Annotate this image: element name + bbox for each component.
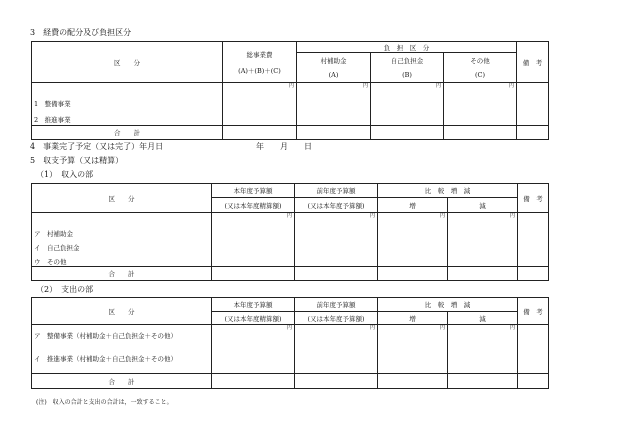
- subsidy-label: 村補助金: [320, 57, 347, 65]
- item-suishin: イ 推進事業（村補助金＋自己負担金＋その他）: [34, 355, 177, 363]
- current-settled-header: (又は本年度精算額): [212, 198, 295, 213]
- footnote: (注) 収入の合計と支出の合計は，一致すること。: [36, 399, 173, 406]
- expense-heading: （2） 支出の部: [36, 285, 94, 294]
- yen-unit: 円: [295, 325, 378, 374]
- items-cell: [32, 83, 223, 126]
- prev-budget-header: 前年度予算額: [295, 298, 378, 312]
- total-cell: [295, 374, 378, 389]
- cost-allocation-table: [31, 41, 549, 140]
- prev-alt-header: (又は本年度予算額): [295, 198, 378, 213]
- yen-unit: 円: [295, 213, 378, 267]
- total-cell: [518, 374, 549, 389]
- item-suishin: 2 推進事業: [34, 116, 71, 124]
- subsidy-code: (A): [328, 71, 339, 79]
- total-cell: [212, 374, 295, 389]
- current-budget-header: 本年度予算額: [212, 298, 295, 312]
- total-cell: [448, 267, 518, 281]
- biko-header: 備 考: [517, 42, 549, 83]
- total-cell: [517, 126, 549, 140]
- total-cell: [371, 126, 444, 140]
- item-self-pay: イ 自己負担金: [34, 244, 80, 252]
- self-pay-label: 自己負担金: [390, 57, 424, 65]
- yen-unit: 円: [371, 83, 444, 126]
- expense-table: [31, 297, 549, 389]
- self-pay-code: (B): [402, 71, 412, 79]
- total-cell: [448, 374, 518, 389]
- total-cell: [444, 126, 517, 140]
- biko-cell: [518, 213, 549, 267]
- yen-unit: 円: [212, 325, 295, 374]
- section-3-heading: 3 経費の配分及び負担区分: [30, 28, 132, 37]
- total-label: 合 計: [32, 374, 212, 389]
- yen-unit: 円: [223, 83, 297, 126]
- total-cell: [378, 374, 448, 389]
- subsidy-header: [297, 53, 371, 83]
- total-cell: [518, 267, 549, 281]
- yen-unit: 円: [448, 325, 518, 374]
- income-table: [31, 183, 549, 281]
- items-cell: [32, 213, 212, 267]
- prev-alt-header: (又は本年度予算額): [295, 312, 378, 325]
- section-5-heading: 5 収支予算（又は精算）: [30, 156, 124, 165]
- item-seibi: 1 整備事業: [34, 100, 71, 108]
- yen-unit: 円: [448, 213, 518, 267]
- kubun-header: 区 分: [32, 42, 223, 83]
- total-label: 合 計: [32, 126, 223, 140]
- section-4-heading: 4 事業完了予定（又は完了）年月日: [30, 142, 164, 151]
- income-heading: （1） 収入の部: [36, 170, 94, 179]
- biko-header: 備 考: [518, 184, 549, 213]
- total-cost-header: [223, 42, 297, 83]
- total-cell: [212, 267, 295, 281]
- total-cost-label: 総事業費: [246, 50, 273, 59]
- items-cell: [32, 325, 212, 374]
- item-other: ウ その他: [34, 258, 67, 266]
- kubun-header: 区 分: [32, 298, 212, 325]
- biko-header: 備 考: [518, 298, 549, 325]
- decrease-header: 減: [448, 312, 518, 325]
- completion-date: 年 月 日: [256, 142, 312, 151]
- total-cell: [223, 126, 297, 140]
- kubun-header: 区 分: [32, 184, 212, 213]
- biko-cell: [518, 325, 549, 374]
- futan-header: 負 担 区 分: [297, 42, 517, 53]
- yen-unit: 円: [378, 213, 448, 267]
- current-settled-header: (又は本年度精算額): [212, 312, 295, 325]
- other-code: (C): [474, 71, 486, 79]
- yen-unit: 円: [444, 83, 517, 126]
- other-label: その他: [470, 57, 490, 65]
- prev-budget-header: 前年度予算額: [295, 184, 378, 198]
- self-pay-header: [371, 53, 444, 83]
- yen-unit: 円: [212, 213, 295, 267]
- comparison-header: 比 較 増 減: [378, 298, 518, 312]
- total-cell: [378, 267, 448, 281]
- decrease-header: 減: [448, 198, 518, 213]
- comparison-header: 比 較 増 減: [378, 184, 518, 198]
- item-subsidy: ア 村補助金: [34, 230, 73, 238]
- other-header: [444, 53, 517, 83]
- total-cell: [295, 267, 378, 281]
- increase-header: 増: [378, 312, 448, 325]
- current-budget-header: 本年度予算額: [212, 184, 295, 198]
- yen-unit: 円: [297, 83, 371, 126]
- total-cost-formula: (A)＋(B)＋(C): [238, 66, 281, 75]
- increase-header: 増: [378, 198, 448, 213]
- item-seibi: ア 整備事業（村補助金＋自己負担金＋その他）: [34, 332, 177, 340]
- yen-unit: 円: [378, 325, 448, 374]
- biko-cell: [517, 83, 549, 126]
- total-label: 合 計: [32, 267, 212, 281]
- total-cell: [297, 126, 371, 140]
